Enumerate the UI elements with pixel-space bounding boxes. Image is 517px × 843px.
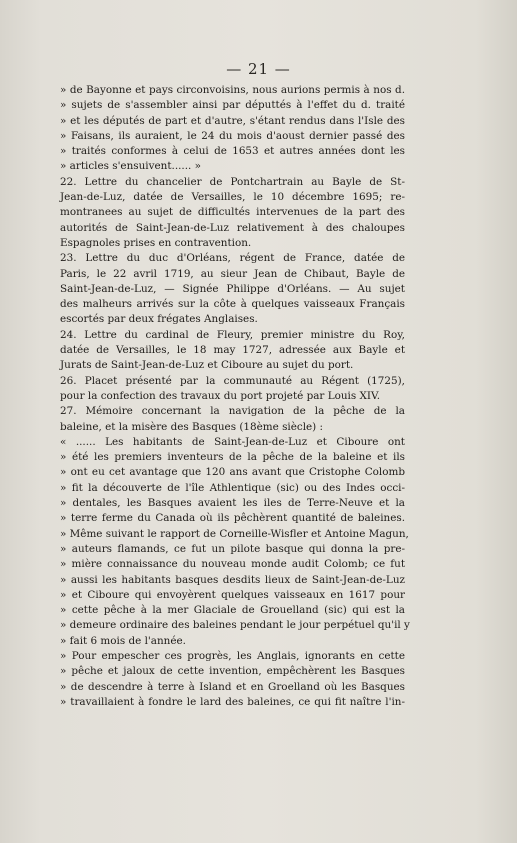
paragraph [60, 251, 405, 327]
text-line: » articles s'ensuivent...... » [60, 160, 201, 173]
text-line: » fit la découverte de l'île Athlentique (sic) ou des Indes occi- [60, 481, 405, 494]
paragraph [60, 175, 405, 251]
paragraph [60, 404, 405, 435]
paragraph [60, 328, 405, 374]
paragraph [60, 374, 405, 405]
text-line: » mière connaissance du nouveau monde audit Colomb; ce fut [60, 558, 405, 571]
text-line: 24. Lettre du cardinal de Fleury, premier ministre du Roy, [60, 328, 405, 341]
text-line: » de Bayonne et pays circonvoisins, nous aurions permis à nos d. [60, 84, 405, 96]
text-line: escortés par deux frégates Anglaises. [60, 313, 258, 326]
text-line: 23. Lettre du duc d'Orléans, régent de France, datée de [60, 252, 405, 265]
text-line: » travaillaient à fondre le lard des baleines, ce qui fit naître l'in- [60, 695, 405, 708]
text-line: datée de Versailles, le 18 may 1727, adressée aux Bayle et [60, 344, 405, 357]
text-line: pour la confection des travaux du port projeté par Louis XIV. [60, 389, 380, 402]
text-line: » fait 6 mois de l'année. [60, 634, 186, 647]
text-line: » et Ciboure qui envoyèrent quelques vaisseaux en 1617 pour [60, 588, 405, 601]
text-line: » dentales, les Basques avaient les iles de Terre-Neuve et la [60, 497, 405, 510]
text-line: » été les premiers inventeurs de la pêche de la baleine et ils [60, 451, 405, 464]
text-line: » Faisans, ils auraient, le 24 du mois d'aoust dernier passé des [60, 129, 405, 142]
text-line: 22. Lettre du chancelier de Pontchartrain au Bayle de St- [60, 175, 405, 188]
text-line: montranees au sujet de difficultés intervenues de la part des [60, 206, 405, 219]
body-text [60, 83, 410, 710]
text-line: » terre ferme du Canada où ils pêchèrent quantité de baleines. [60, 512, 405, 525]
text-line: » demeure ordinaire des baleines pendant le jour perpétuel qu'il y [60, 619, 410, 632]
text-line: autorités de Saint-Jean-de-Luz relativement à des chaloupes [60, 221, 405, 234]
text-line: » cette pêche à la mer Glaciale de Grouelland (sic) qui est la [60, 604, 405, 617]
page-number: — 21 — [226, 60, 291, 78]
paragraph [60, 649, 405, 710]
text-line: Paris, le 22 avril 1719, au sieur Jean de Chibaut, Bayle de [60, 267, 405, 280]
text-line: » et les députés de part et d'autre, s'étant rendus dans l'Isle des [60, 114, 405, 127]
paragraph [60, 83, 405, 175]
paragraph [60, 435, 410, 649]
text-line: » Même suivant le rapport de Corneille-Wisfler et Antoine Magun, [60, 527, 409, 540]
text-line: » traités conformes à celui de 1653 et autres années dont les [60, 145, 405, 158]
text-line: » aussi les habitants basques desdits lieux de Saint-Jean-de-Luz [60, 573, 405, 586]
text-line: » ont eu cet avantage que 120 ans avant que Cristophe Colomb [60, 466, 405, 479]
text-line: » de descendre à terre à Island et en Groelland où les Basques [60, 680, 405, 693]
text-line: » Pour empescher ces progrès, les Anglais, ignorants en cette [60, 649, 405, 662]
text-line: Jean-de-Luz, datée de Versailles, le 10 décembre 1695; re- [60, 191, 405, 204]
text-line: 27. Mémoire concernant la navigation de la pêche de la [60, 405, 405, 418]
text-line: Saint-Jean-de-Luz, — Signée Philippe d'Orléans. — Au sujet [60, 282, 405, 295]
text-line: « ...... Les habitants de Saint-Jean-de-Luz et Ciboure ont [60, 435, 405, 448]
text-line: des malheurs arrivés sur la côte à quelques vaisseaux Français [60, 298, 405, 311]
text-line: » pêche et jaloux de cette invention, empêchèrent les Basques [60, 665, 405, 678]
text-line: Jurats de Saint-Jean-de-Luz et Ciboure au sujet du port. [60, 359, 354, 372]
text-line: Espagnoles prises en contravention. [60, 236, 252, 249]
text-line: » sujets de s'assembler ainsi par députtés à l'effet du d. traité [60, 99, 405, 112]
text-line: 26. Placet présenté par la communauté au Régent (1725), [60, 374, 405, 387]
text-line: baleine, et la misère des Basques (18ème siècle) : [60, 420, 324, 433]
text-line: » auteurs flamands, ce fut un pilote basque qui donna la pre- [60, 542, 405, 555]
